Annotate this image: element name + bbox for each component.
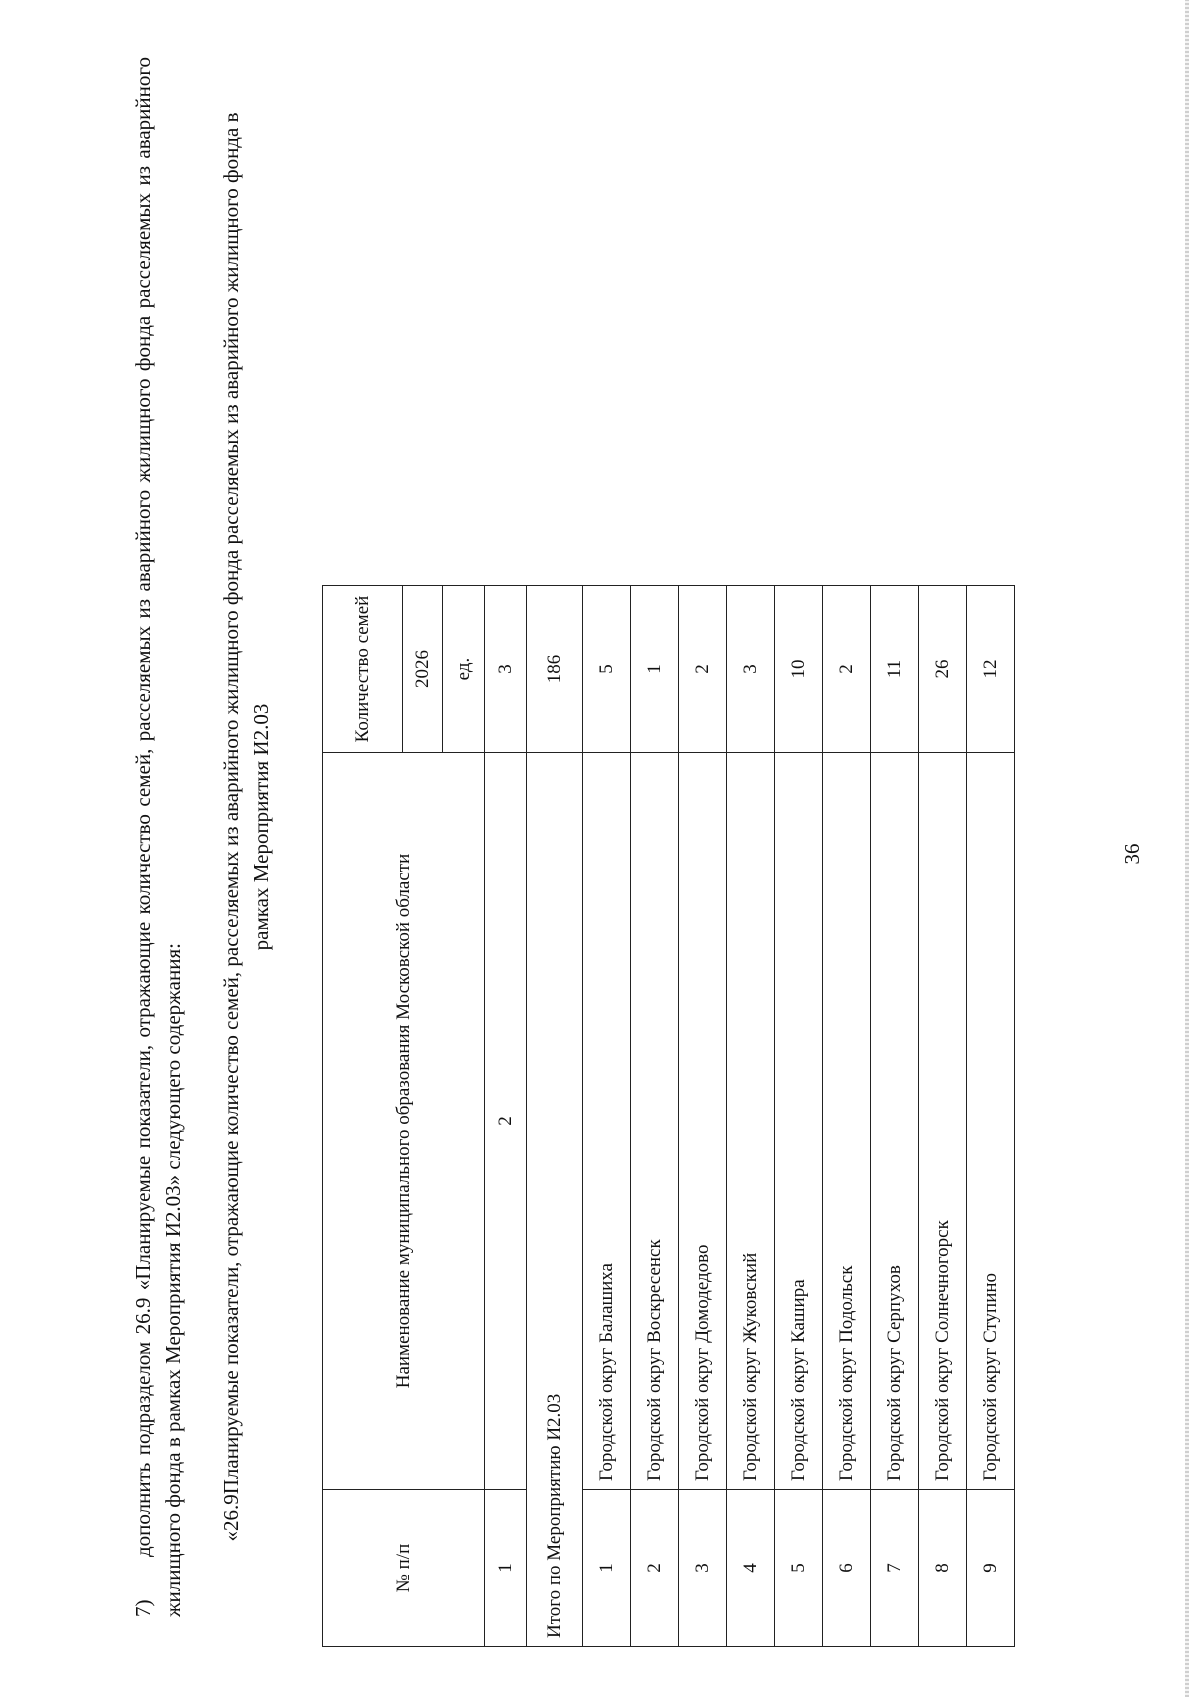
header-num: № п/п	[323, 1490, 485, 1647]
intro-paragraph	[128, 57, 188, 1617]
scan-edge	[1185, 0, 1189, 1697]
item-number: 7)	[131, 1599, 155, 1617]
table-row: 3 Городской округ Домодедово 2	[679, 586, 727, 1647]
header-name: Наименование муниципального образования Московской области	[323, 753, 485, 1490]
families-table	[322, 585, 1015, 1647]
table-row: 4 Городской округ Жуковский 3	[727, 586, 775, 1647]
table-row: 8 Городской округ Солнечногорск 26	[919, 586, 967, 1647]
intro-text: дополнить подразделом 26.9 «Планируемые показатели, отражающие количество семей, расселяемых из аварийного жилищного фонда расселяемых из аварийного жилищного фонда в рамках Мероприятия И2.03» следующего содержания:	[131, 57, 185, 1617]
total-label: Итого по Мероприятию И2.03	[527, 753, 583, 1647]
header-year: 2026	[403, 586, 443, 753]
table-row: 1 Городской округ Балашиха 5	[583, 586, 631, 1647]
colnum-3: 3	[485, 586, 527, 753]
table-row: 7 Городской округ Серпухов 11	[871, 586, 919, 1647]
table-caption: «26.9Планируемые показатели, отражающие количество семей, расселяемых из аварийного жилищного фонда расселяемых из аварийного жилищного фонда в рамках Мероприятия И2.03	[219, 112, 273, 1542]
table-row: 5 Городской округ Кашира 10	[775, 586, 823, 1647]
table-row: 6 Городской округ Подольск 2	[823, 586, 871, 1647]
table-row: 2 Городской округ Воскресенск 1	[631, 586, 679, 1647]
colnum-1: 1	[485, 1490, 527, 1647]
total-value: 186	[527, 586, 583, 753]
header-count: Количество семей	[323, 586, 403, 753]
page-number: 36	[1120, 843, 1144, 865]
table-row: 9 Городской округ Ступино 12	[967, 586, 1015, 1647]
colnum-2: 2	[485, 753, 527, 1490]
header-unit: ед.	[443, 586, 485, 753]
